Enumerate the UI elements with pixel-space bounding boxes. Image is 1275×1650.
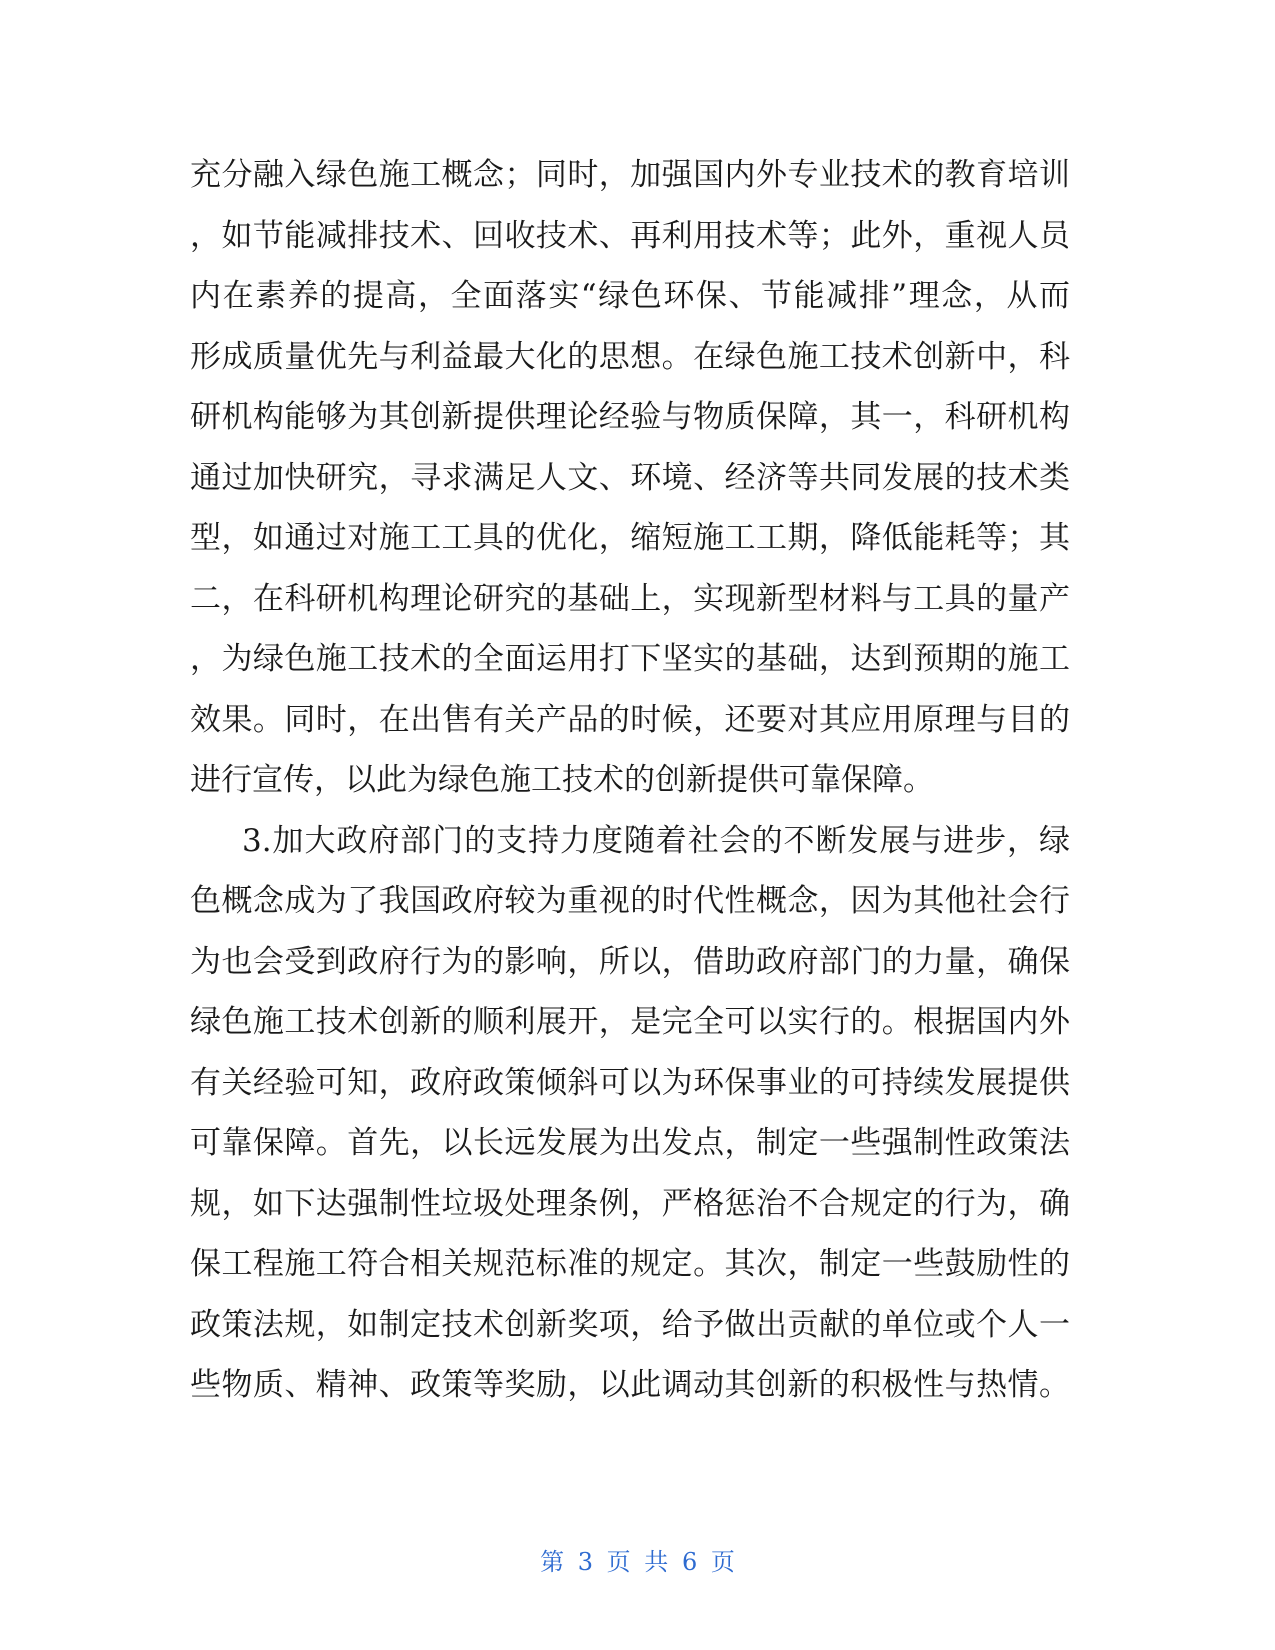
text-line: ，为绿色施工技术的全面运用打下坚实的基础，达到预期的施工: [190, 641, 1070, 677]
text-line: 进行宣传，以此为绿色施工技术的创新提供可靠保障。: [190, 762, 934, 798]
text-line: 3.加大政府部门的支持力度随着社会的不断发展与进步，绿: [242, 822, 1070, 859]
text-line: 型，如通过对施工工具的优化，缩短施工工期，降低能耗等；其: [190, 520, 1070, 556]
paragraph-2: [190, 811, 1070, 1416]
text-line: 政策法规，如制定技术创新奖项，给予做出贡献的单位或个人一: [190, 1306, 1070, 1343]
paragraph-1: [190, 145, 1070, 811]
text-line: 形成质量优先与利益最大化的思想。在绿色施工技术创新中，科: [190, 338, 1070, 375]
text-line: 色概念成为了我国政府较为重视的时代性概念，因为其他社会行: [190, 883, 1070, 919]
text-line: 充分融入绿色施工概念；同时，加强国内外专业技术的教育培训: [190, 157, 1070, 193]
text-line: 有关经验可知，政府政策倾斜可以为环保事业的可持续发展提供: [190, 1064, 1070, 1101]
page-number-footer: 第 3 页 共 6 页: [540, 1548, 735, 1576]
text-line: 内在素养的提高，全面落实“绿色环保、节能减排”理念，从而: [190, 278, 1070, 314]
document-body: [190, 145, 1070, 1416]
text-line: 效果。同时，在出售有关产品的时候，还要对其应用原理与目的: [190, 701, 1070, 738]
text-line: 可靠保障。首先，以长远发展为出发点，制定一些强制性政策法: [190, 1125, 1070, 1161]
text-line: 些物质、精神、政策等奖励，以此调动其创新的积极性与热情。: [190, 1367, 1070, 1403]
text-line: 二，在科研机构理论研究的基础上，实现新型材料与工具的量产: [190, 580, 1070, 617]
text-line: 研机构能够为其创新提供理论经验与物质保障，其一，科研机构: [190, 399, 1070, 435]
text-line: 规，如下达强制性垃圾处理条例，严格惩治不合规定的行为，确: [190, 1185, 1070, 1222]
text-line: 绿色施工技术创新的顺利展开，是完全可以实行的。根据国内外: [190, 1004, 1070, 1040]
text-line: 通过加快研究，寻求满足人文、环境、经济等共同发展的技术类: [190, 459, 1070, 496]
text-line: 为也会受到政府行为的影响，所以，借助政府部门的力量，确保: [190, 943, 1070, 980]
text-line: ，如节能减排技术、回收技术、再利用技术等；此外，重视人员: [190, 217, 1070, 254]
text-line: 保工程施工符合相关规范标准的规定。其次，制定一些鼓励性的: [190, 1246, 1070, 1282]
